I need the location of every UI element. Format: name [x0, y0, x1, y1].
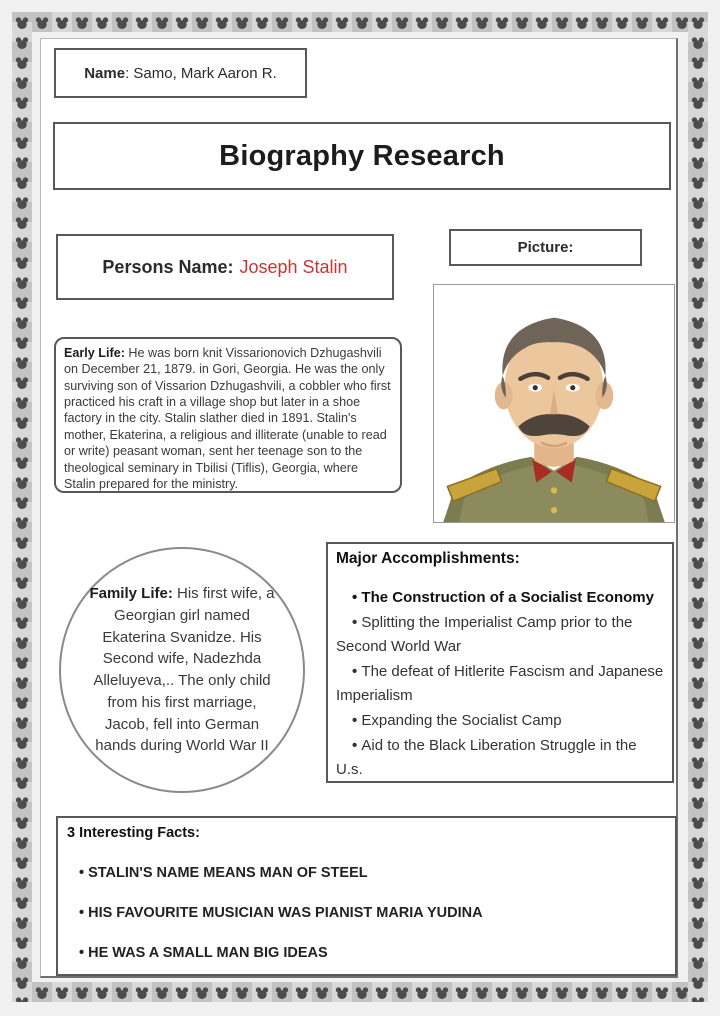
student-name-value: : Samo, Mark Aaron R.	[125, 64, 277, 82]
family-life-label: Family Life:	[89, 585, 173, 602]
title-box	[53, 122, 671, 190]
major-accomplishments-box	[326, 542, 674, 783]
worksheet-page	[40, 38, 678, 978]
major-accomplishments-label: Major Accomplishments:	[336, 550, 520, 567]
decorative-border-top	[12, 12, 708, 32]
decorative-border-bottom	[12, 982, 708, 1002]
early-life-label: Early Life:	[64, 346, 125, 360]
picture-label-box	[449, 229, 642, 266]
accomplishment-item: • The Construction of a Socialist Economy	[336, 586, 664, 611]
family-life-text: His first wife, a Georgian girl named Ekaterina Svanidze. His Second wife, Nadezhda Alleluyeva,.. The only child from his first marriage, Jacob, fell into German hands during World War II	[93, 585, 275, 755]
picture-label: Picture:	[517, 239, 574, 256]
student-name-label: Name	[84, 64, 126, 82]
accomplishment-item: • Splitting the Imperialist Camp prior to the Second World War	[336, 611, 664, 660]
early-life-box	[54, 337, 402, 493]
persons-name-label: Persons Name:	[102, 256, 234, 277]
accomplishment-item: • Aid to the Black Liberation Struggle in the U.s.	[336, 734, 664, 783]
accomplishment-item: • Expanding the Socialist Camp	[336, 709, 664, 734]
decorative-border-left	[12, 12, 32, 1002]
decorative-border-right	[688, 12, 708, 1002]
persons-name-box	[56, 234, 394, 300]
family-life-circle	[59, 547, 305, 793]
stalin-portrait	[433, 284, 675, 523]
page-title: Biography Research	[219, 139, 505, 172]
persons-name-value: Joseph Stalin	[239, 256, 348, 277]
fact-item: • HIS FAVOURITE MUSICIAN WAS PIANIST MARIA YUDINA	[67, 905, 666, 921]
fact-item: • STALIN'S NAME MEANS MAN OF STEEL	[67, 865, 666, 881]
accomplishment-item: • The defeat of Hitlerite Fascism and Japanese Imperialism	[336, 660, 664, 709]
student-name-box	[54, 48, 307, 98]
interesting-facts-box	[56, 816, 677, 976]
interesting-facts-label: 3 Interesting Facts:	[67, 825, 200, 841]
stalin-portrait-illustration	[434, 285, 674, 522]
fact-item: • HE WAS A SMALL MAN BIG IDEAS	[67, 945, 666, 961]
early-life-text: He was born knit Vissarionovich Dzhugashvili on December 21, 1879. in Gori, Georgia. He was the only surviving son of Vissarion Dzhugashvili, a cobbler who first practiced his craft in a village shop but later in a shoe factory in the city. Stalin slather died in 1891. Stalin's mother, Ekaterina, a religious and illiterate (unable to read or write) peasant woman, sent her teenage son to the theological seminary in Tbilisi (Tiflis), Georgia, where Stalin prepared for the ministry.	[64, 346, 391, 491]
